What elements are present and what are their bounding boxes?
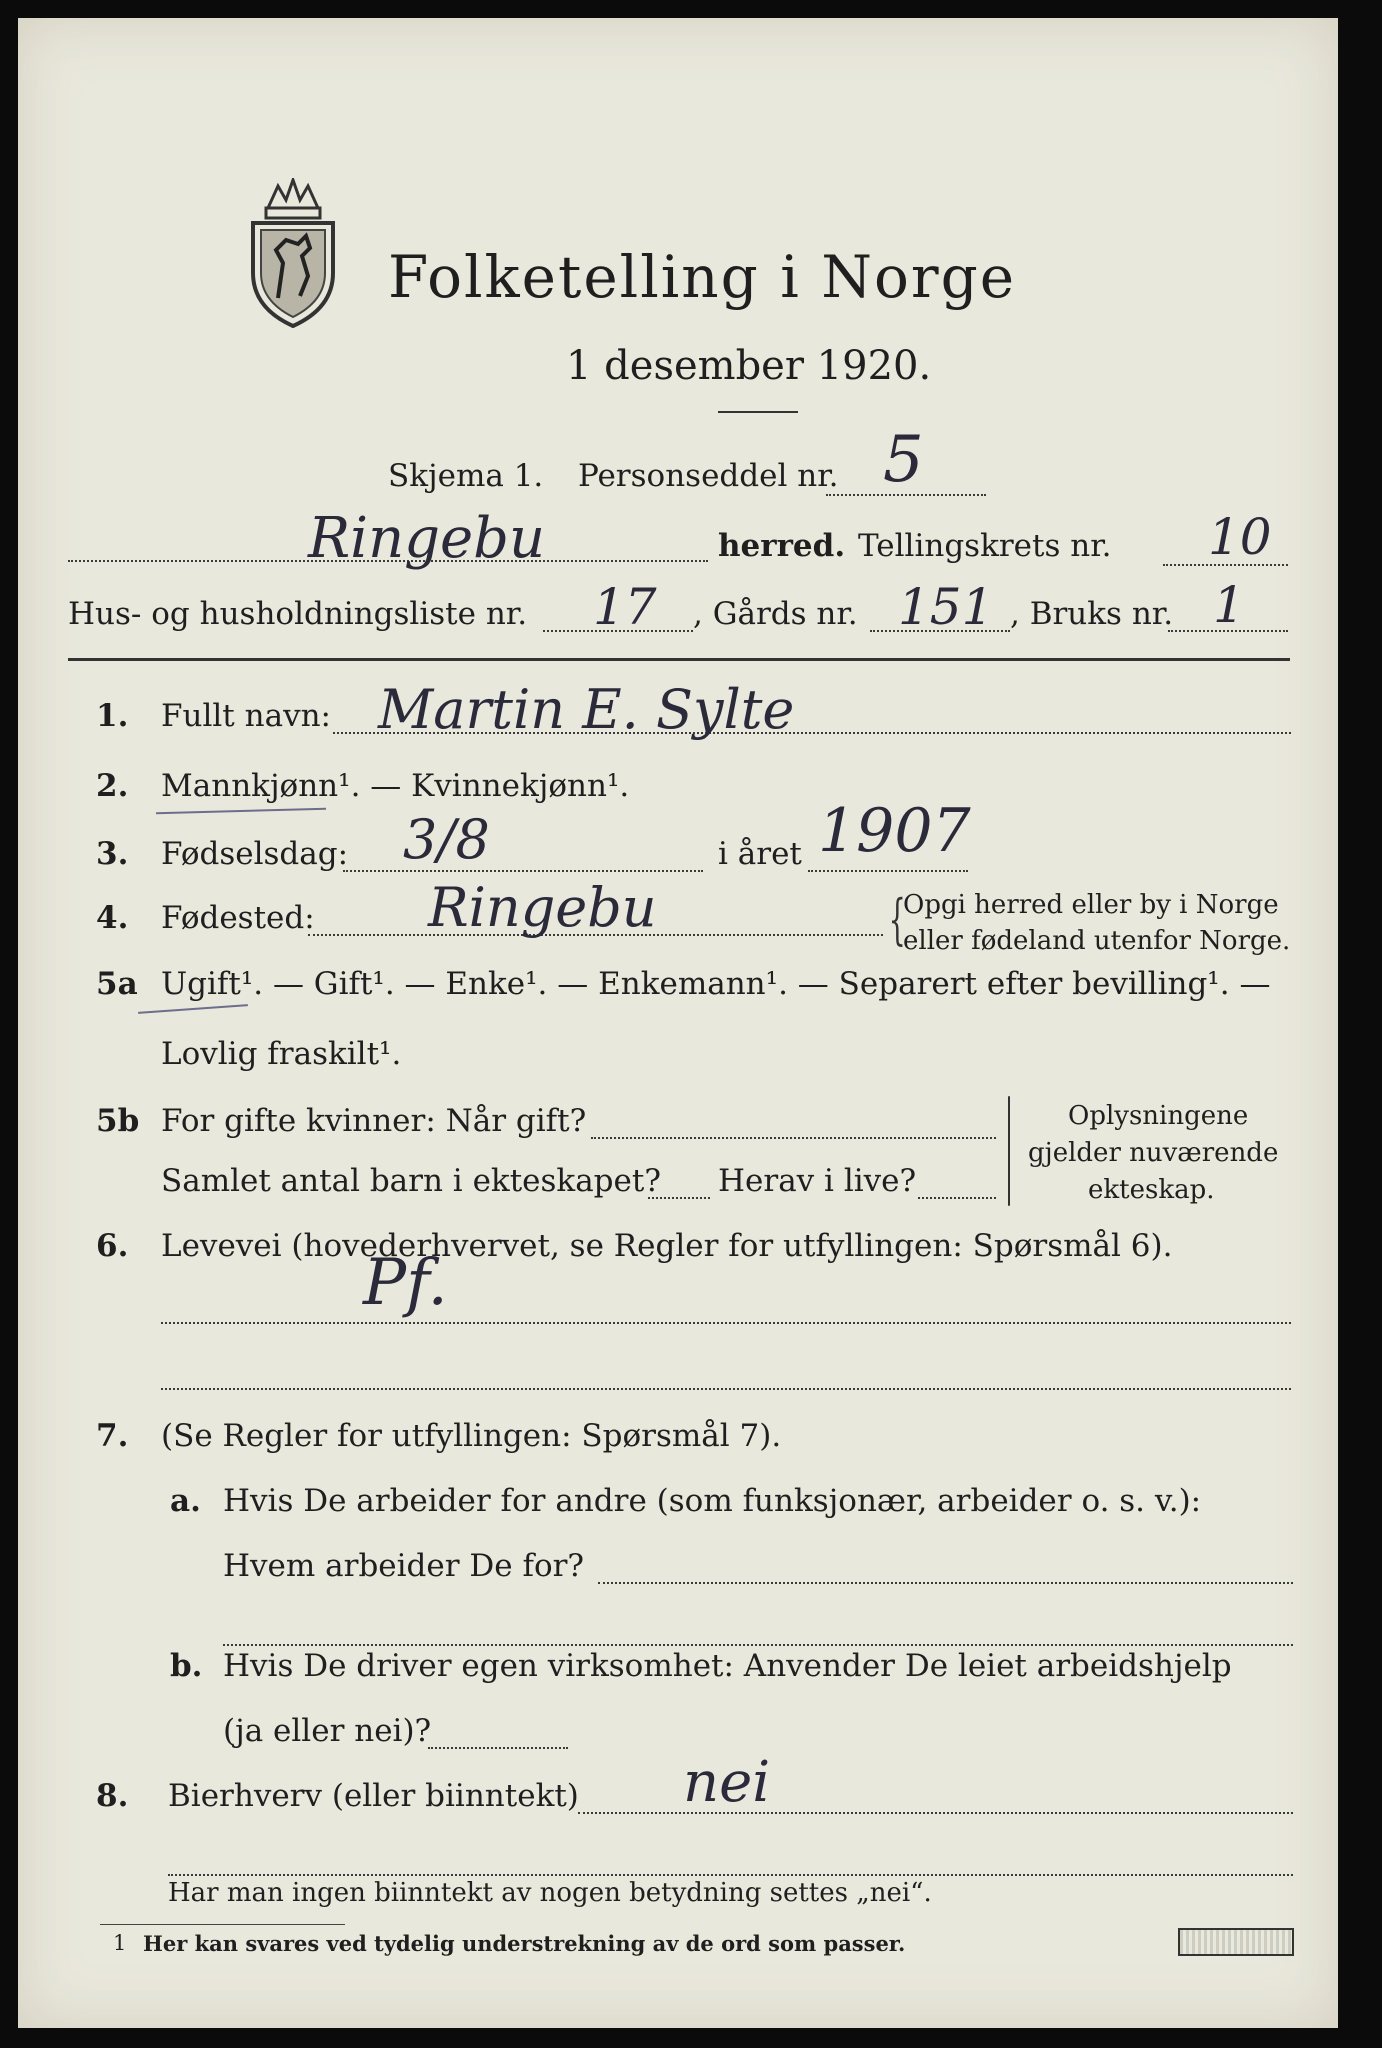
gards-value[interactable]: 151 xyxy=(898,578,994,636)
bruks-label: , Bruks nr. xyxy=(1010,596,1174,632)
q5a-underline-mark xyxy=(138,1004,248,1014)
title-divider xyxy=(718,411,798,413)
q5a-label: Ugift¹. — Gift¹. — Enke¹. — Enkemann¹. — Separert efter bevilling¹. — xyxy=(161,966,1271,1002)
header-separator xyxy=(68,658,1290,661)
q5b-note2: gjelder nuværende xyxy=(1028,1138,1279,1168)
q7b-number: b. xyxy=(170,1648,203,1684)
form-title: Folketelling i Norge xyxy=(388,243,1017,311)
q1-label: Fullt navn: xyxy=(161,698,331,734)
q7a-line2 xyxy=(223,1644,1293,1646)
q8-value[interactable]: nei xyxy=(683,1750,771,1815)
personseddel-value[interactable]: 5 xyxy=(883,423,924,497)
q4-note-line1: Opgi herred eller by i Norge xyxy=(903,890,1279,920)
q2-underline-mark xyxy=(156,808,326,814)
q8-label: Bierhverv (eller biinntekt) xyxy=(168,1778,579,1814)
q5b-number: 5b xyxy=(96,1103,140,1139)
q4-label: Fødested: xyxy=(161,900,315,936)
q5b-children-label: Samlet antal barn i ekteskapet? xyxy=(161,1163,661,1199)
personseddel-label: Personseddel nr. xyxy=(578,458,839,494)
footer-note: Har man ingen biinntekt av nogen betydning settes „nei“. xyxy=(168,1878,932,1908)
q6-line2 xyxy=(161,1388,1291,1390)
coat-of-arms-icon xyxy=(228,178,358,328)
q2-label: Mannkjønn¹. — Kvinnekjønn¹. xyxy=(161,768,630,804)
q7-label: (Se Regler for utfyllingen: Spørsmål 7). xyxy=(161,1418,782,1454)
tellingskrets-value[interactable]: 10 xyxy=(1208,508,1272,566)
census-form-page xyxy=(18,18,1338,2028)
q7a-label2: Hvem arbeider De for? xyxy=(223,1548,585,1584)
q8-line2 xyxy=(168,1874,1293,1876)
q3-year-line xyxy=(808,870,968,872)
q6-label: Levevei (hovederhvervet, se Regler for utfyllingen: Spørsmål 6). xyxy=(161,1228,1173,1264)
q5b-married-line xyxy=(591,1137,996,1139)
footnote-mark: 1 xyxy=(113,1931,127,1955)
q5b-label: For gifte kvinner: Når gift? xyxy=(161,1103,587,1139)
q5a-label2: Lovlig fraskilt¹. xyxy=(161,1036,402,1072)
q7a-number: a. xyxy=(170,1483,201,1519)
q4-number: 4. xyxy=(96,900,129,936)
q4-note-line2: eller fødeland utenfor Norge. xyxy=(903,926,1291,956)
form-date: 1 desember 1920. xyxy=(566,343,932,389)
q7a-label: Hvis De arbeider for andre (som funksjonær, arbeider o. s. v.): xyxy=(223,1483,1202,1519)
q7b-line xyxy=(428,1747,568,1749)
bruks-value[interactable]: 1 xyxy=(1213,576,1245,634)
q4-value[interactable]: Ringebu xyxy=(428,876,657,939)
herred-label: herred. xyxy=(718,528,846,564)
husliste-label: Hus- og husholdningsliste nr. xyxy=(68,596,528,632)
q3-year-label: i året xyxy=(718,836,802,872)
q5b-children-line xyxy=(648,1197,710,1199)
q1-value[interactable]: Martin E. Sylte xyxy=(378,678,795,741)
q3-line xyxy=(343,870,703,872)
q5b-brace xyxy=(1008,1096,1010,1206)
footnote-divider xyxy=(100,1924,345,1925)
gards-label: , Gårds nr. xyxy=(693,596,858,632)
q7b-label2: (ja eller nei)? xyxy=(223,1713,432,1749)
q7a-line1 xyxy=(598,1582,1293,1584)
q5b-alive-label: Herav i live? xyxy=(718,1163,917,1199)
printer-stamp-icon xyxy=(1178,1928,1294,1956)
q5a-number: 5a xyxy=(96,966,138,1002)
footnote-text: Her kan svares ved tydelig understrekning av de ord som passer. xyxy=(143,1931,906,1956)
q6-value[interactable]: Pf. xyxy=(363,1246,448,1320)
q5b-alive-line xyxy=(918,1197,996,1199)
herred-value[interactable]: Ringebu xyxy=(308,506,546,571)
q7b-label: Hvis De driver egen virksomhet: Anvender De leiet arbeidshjelp xyxy=(223,1648,1232,1684)
q3-year-value[interactable]: 1907 xyxy=(818,796,971,866)
q7-number: 7. xyxy=(96,1418,129,1454)
schema-label: Skjema 1. xyxy=(388,458,544,494)
q3-number: 3. xyxy=(96,836,129,872)
q8-number: 8. xyxy=(96,1778,129,1814)
q1-number: 1. xyxy=(96,698,129,734)
q3-label: Fødselsdag: xyxy=(161,836,349,872)
q2-number: 2. xyxy=(96,768,129,804)
q5b-note3: ekteskap. xyxy=(1088,1175,1215,1205)
q5b-note1: Oplysningene xyxy=(1068,1101,1249,1131)
q4-brace: { xyxy=(888,888,906,951)
tellingskrets-label: Tellingskrets nr. xyxy=(858,528,1112,564)
q6-number: 6. xyxy=(96,1228,129,1264)
q6-line1 xyxy=(161,1322,1291,1324)
q3-value[interactable]: 3/8 xyxy=(403,808,490,871)
husliste-value[interactable]: 17 xyxy=(593,578,657,636)
